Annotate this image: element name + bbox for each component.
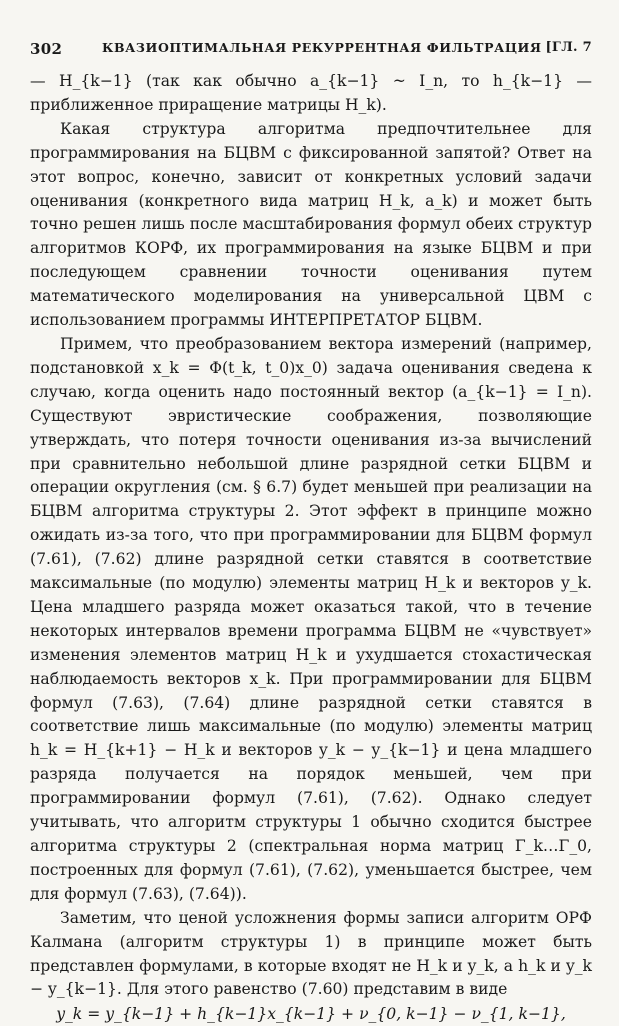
page-number: 302 bbox=[30, 40, 63, 58]
paragraph: — H_{k−1} (так как обычно a_{k−1} ~ I_n, то h_{k−1} — приближенное приращение матрицы H_k). bbox=[30, 72, 592, 114]
paragraph: Какая структура алгоритма предпочтительнее для программирования на БЦВМ с фиксированной запятой? Ответ на этот вопрос, конечно, зависит от конкретных условий задачи оценивания (конкретного вида матриц H_k, a_k) и может быть точно решен лишь после масштабирования формул обеих структур алгоритмов КОРФ, их программирования на языке БЦВМ и при последующем сравнении точности оценивания путем математического моделирования на универсальной ЦВМ с использованием программы ИНТЕРПРЕТАТОР БЦВМ. bbox=[30, 119, 592, 330]
chapter-label: [ГЛ. 7 bbox=[545, 40, 592, 55]
paragraph: Заметим, что ценой усложнения формы записи алгоритм ОРФ Калмана (алгоритм структуры 1) в принципе может быть представлен формулами, в которые входят не H_k и y_k, а h_k и y_k − y_{k−1}. Для этого равенство (7.60) представим в виде bbox=[30, 908, 592, 999]
paragraph: Примем, что преобразованием вектора измерений (например, подстановкой x_k = Φ(t_k, t_0)x_0) задача оценивания сведена к случаю, когда оценить надо постоянный вектор (a_{k−1} = I_n). Существуют эвристические соображения, позволяющие утверждать, что потеря точности оценивания из-за вычислений при сравнительно небольшой длине разрядной сетки БЦВМ и операции округления (см. § 6.7) будет меньшей при реализации на БЦВМ алгоритма структуры 2. Этот эффект в принципе можно ожидать из-за того, что при программировании для БЦВМ формул (7.61), (7.62) длине разрядной сетки ставятся в соответствие максимальные (по модулю) элементы матриц H_k и векторов y_k. Цена младшего разряда может оказаться такой, что в течение некоторых интервалов времени программа БЦВМ не «чувствует» изменения элементов матриц H_k и ухудшается стохастическая наблюдаемость векторов x_k. При программировании для БЦВМ формул (7.63), (7.64) длине разрядной сетки ставятся в соответствие лишь максимальные (по модулю) элементы матриц h_k = H_{k+1} − H_k и векторов y_k − y_{k−1} и цена младшего разряда получается на порядок меньшей, чем при программировании формул (7.61), (7.62). Однако следует учитывать, что алгоритм структуры 1 обычно сходится быстрее алгоритма структуры 2 (спектральная норма матриц Γ_k…Γ_0, построенных для формул (7.61), (7.62), уменьшается быстрее, чем для формул (7.63), (7.64)). bbox=[30, 334, 592, 903]
display-formula: y_k = y_{k−1} + h_{k−1}x_{k−1} + ν_{0, k−1} − ν_{1, k−1}, bbox=[56, 1005, 566, 1024]
page-body bbox=[30, 70, 592, 1026]
running-title: КВАЗИОПТИМАЛЬНАЯ РЕКУРРЕНТНАЯ ФИЛЬТРАЦИЯ bbox=[102, 40, 542, 55]
